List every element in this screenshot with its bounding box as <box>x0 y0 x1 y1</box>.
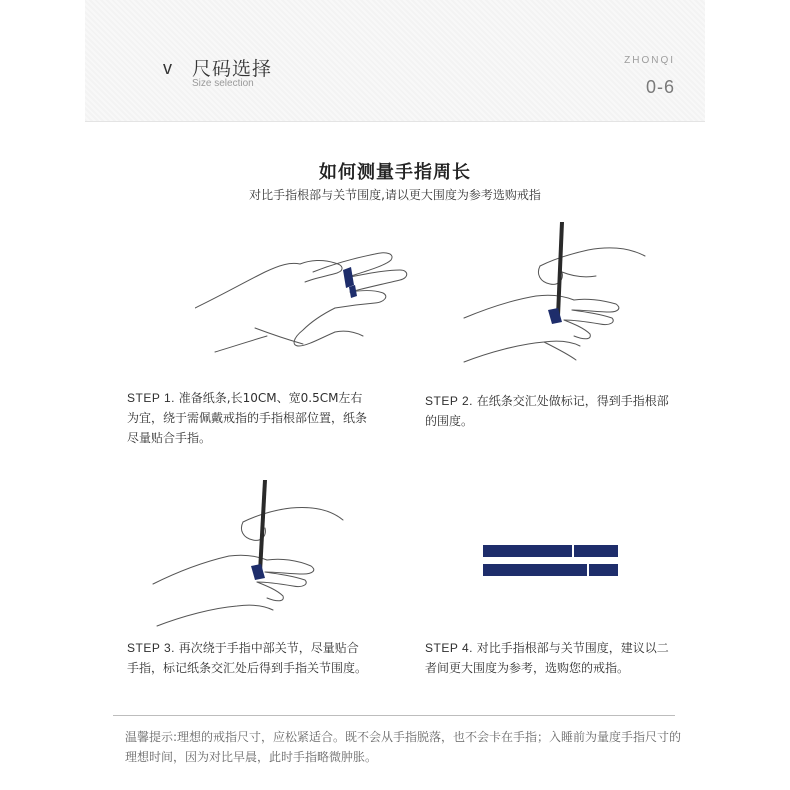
step-4-text: 对比手指根部与关节围度，建议以二者间更大围度为参考，选购您的戒指。 <box>425 641 669 675</box>
divider <box>113 715 675 716</box>
size-tip: 温馨提示:理想的戒指尺寸，应松紧适合。既不会从手指脱落，也不会卡在手指；入睡前为量度手指尺寸的理想时间，因为对比早晨，此时手指略微肿胀。 <box>125 730 682 764</box>
section-number: 0-6 <box>645 77 675 97</box>
step-2-label: STEP 2. <box>425 394 473 408</box>
size-guide-page <box>85 0 705 790</box>
brand-name: ZHONQI <box>624 55 675 66</box>
section-mark: v <box>163 58 172 78</box>
step-2-text: 在纸条交汇处做标记，得到手指根部的围度。 <box>425 394 669 428</box>
page-header <box>85 0 705 122</box>
guide-subtitle: 对比手指根部与关节围度,请以更大围度为参考选购戒指 <box>249 188 541 202</box>
step-4 <box>425 638 669 678</box>
step-2 <box>425 391 669 431</box>
guide-title: 如何测量手指周长 <box>319 162 471 183</box>
step-1-label: STEP 1. <box>127 391 175 405</box>
page-title: 尺码选择 <box>192 58 273 80</box>
hand-marking-knuckle-illustration <box>147 476 357 628</box>
page-subtitle: Size selection <box>192 78 254 89</box>
step-1-text: 准备纸条,长10CM、宽0.5CM左右为宜，绕于需佩戴戒指的手指根部位置，纸条尽量贴合手指。 <box>127 391 368 445</box>
step-3 <box>127 638 367 678</box>
step-4-label: STEP 4. <box>425 641 473 655</box>
hand-marking-strip-illustration <box>460 216 660 368</box>
step-3-text: 再次绕于手指中部关节，尽量贴合手指，标记纸条交汇处后得到手指关节围度。 <box>127 641 368 675</box>
paper-strips-comparison-illustration <box>483 543 619 579</box>
step-1 <box>127 388 367 448</box>
hand-with-ring-strip-illustration <box>195 248 435 358</box>
step-3-label: STEP 3. <box>127 641 175 655</box>
